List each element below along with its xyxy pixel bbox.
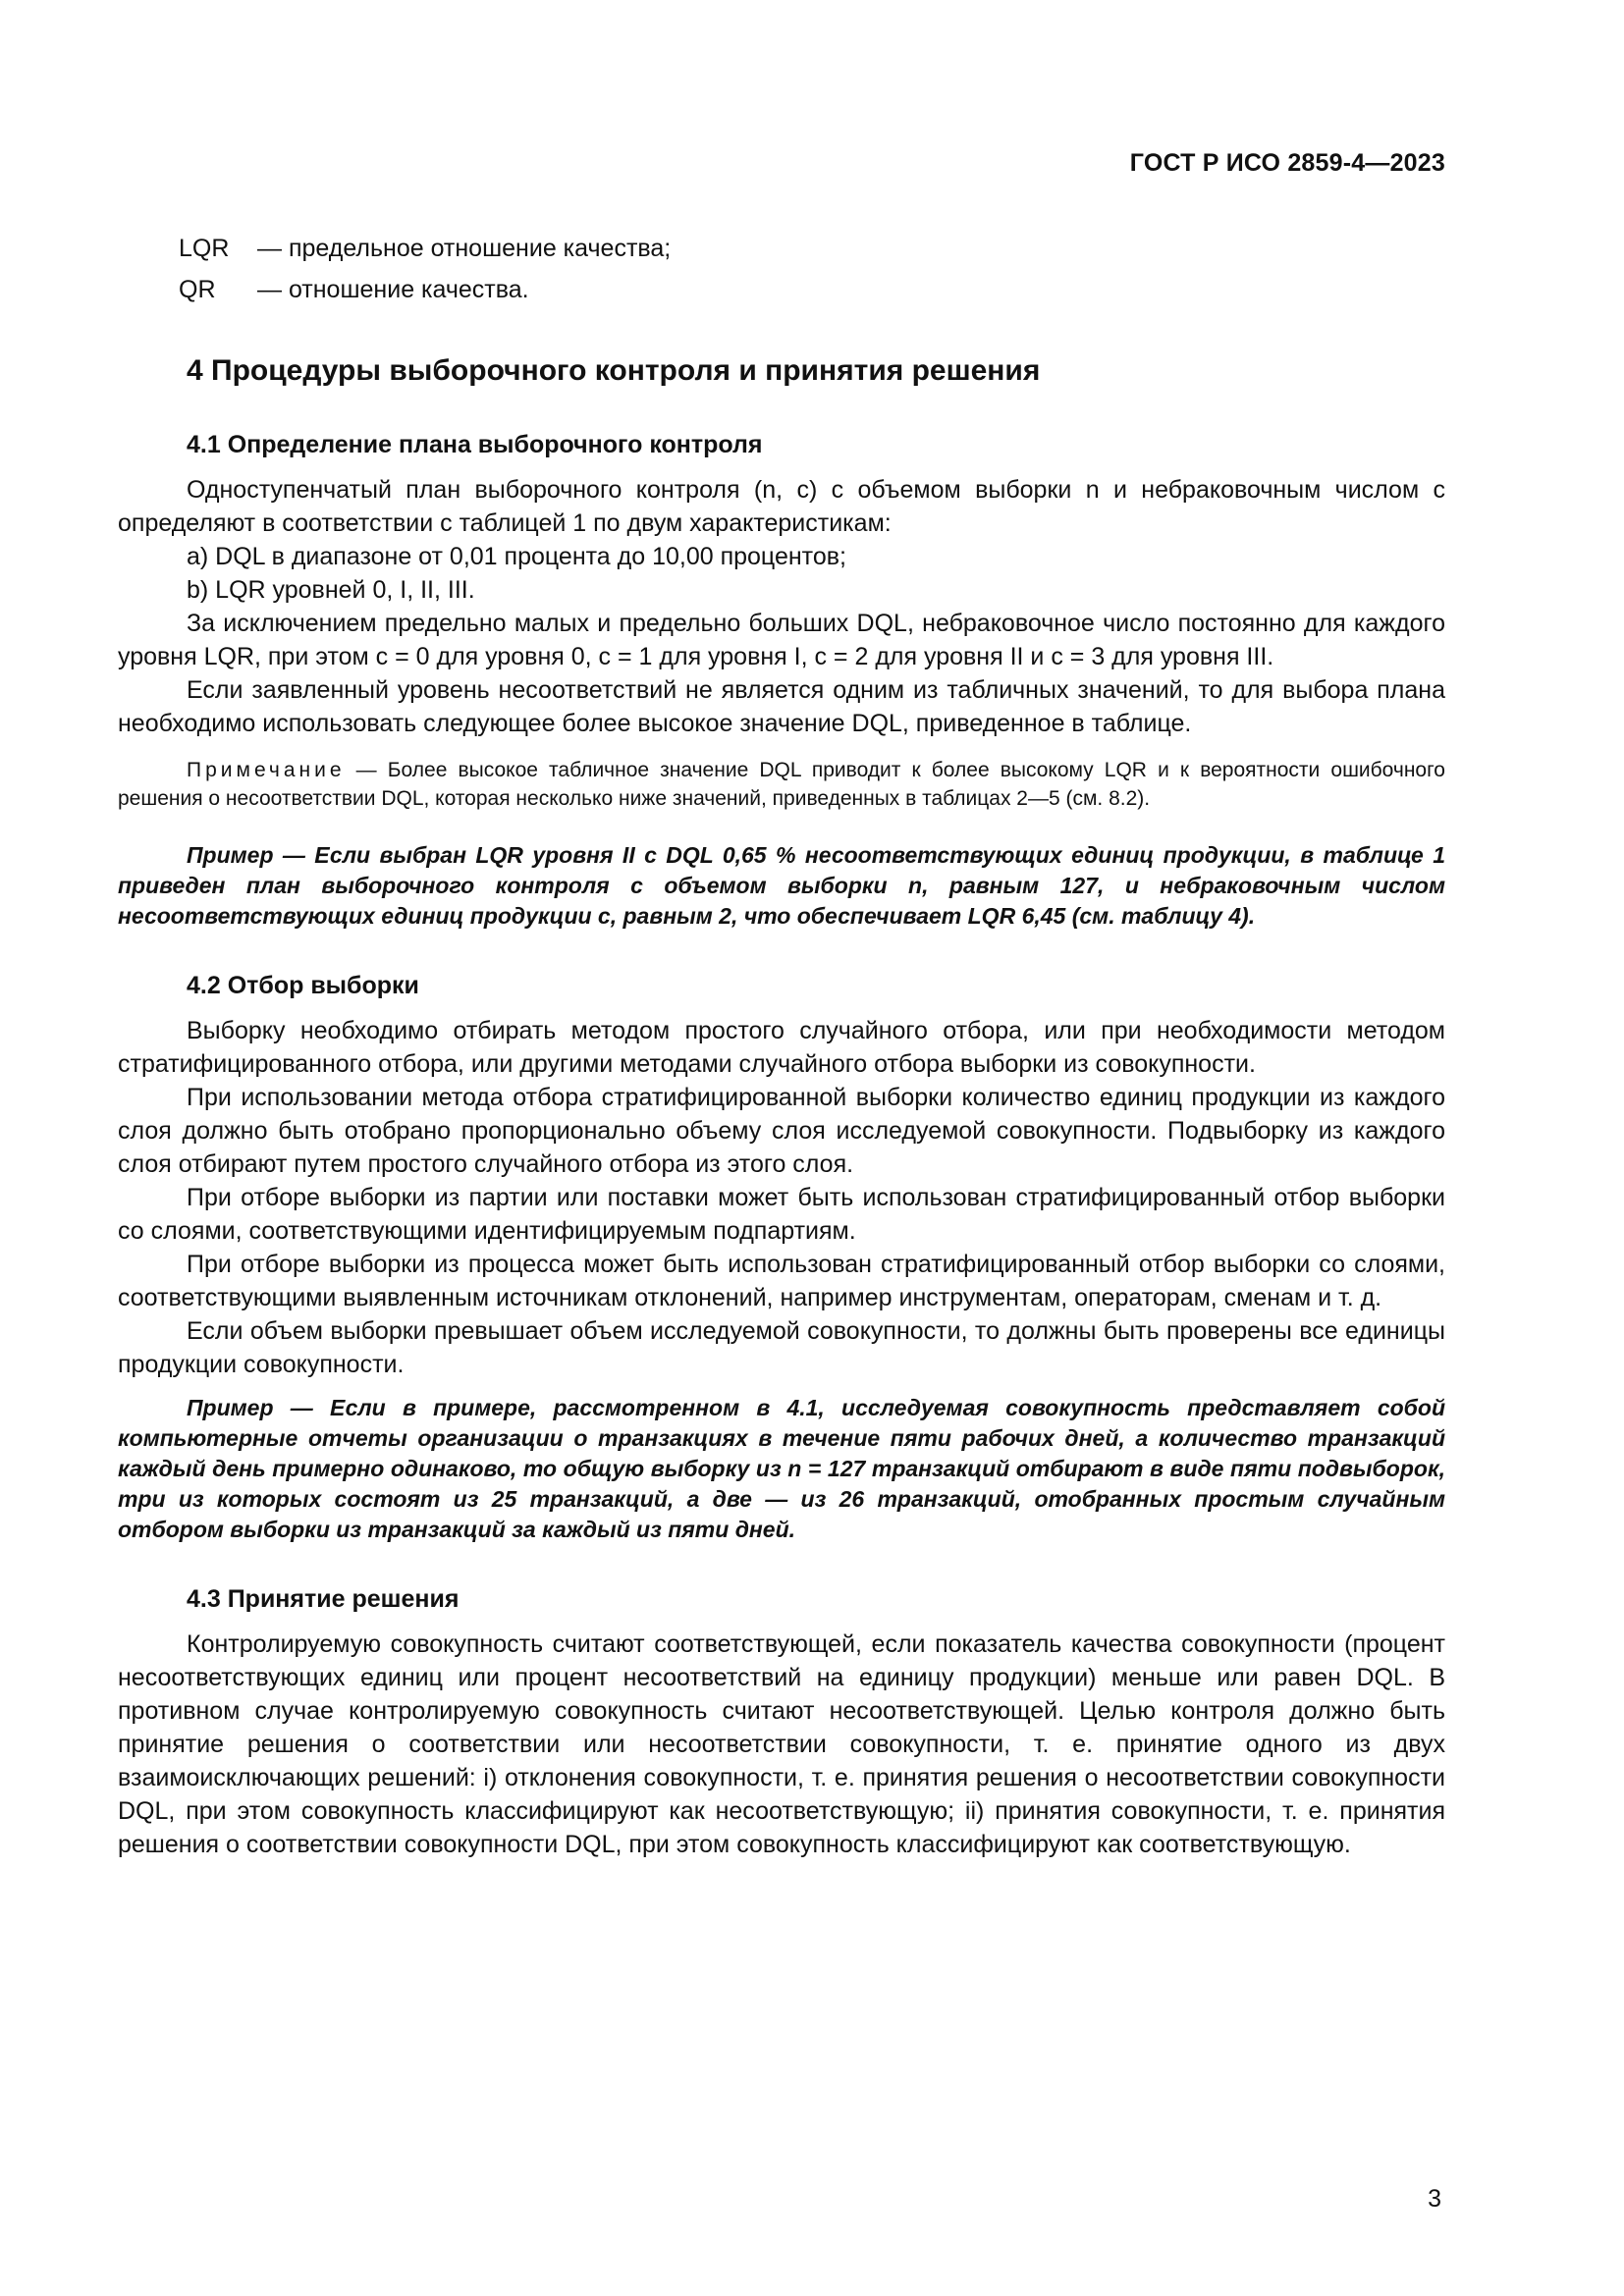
abbreviation-desc: — предельное отношение качества; — [257, 235, 672, 262]
paragraph: При отборе выборки из процесса может быть использован стратифицированный отбор выборки со слоями, соответствующими выявленным источникам отклонений, например инструментам, операторам, сменам и т. д. — [118, 1251, 1445, 1311]
abbreviation-row — [118, 232, 1445, 273]
abbreviation-row — [118, 273, 1445, 314]
abbreviation-desc: — отношение качества. — [257, 276, 529, 303]
abbreviation-term: QR — [179, 276, 216, 303]
paragraph: Одноступенчатый план выборочного контроля (n, c) с объемом выборки n и небраковочным числом c определяют в соответствии с таблицей 1 по двум характеристикам: — [118, 476, 1445, 537]
subsection-4-3-heading: 4.3 Принятие решения — [187, 1585, 460, 1613]
subsection-4-2-heading: 4.2 Отбор выборки — [187, 972, 419, 999]
list-item: b) LQR уровней 0, I, II, III. — [187, 576, 475, 604]
paragraph: При отборе выборки из партии или поставки может быть использован стратифицированный отбор выборки со слоями, соответствующими идентифицируемым подпартиям. — [118, 1184, 1445, 1245]
list-item: a) DQL в диапазоне от 0,01 процента до 10,00 процентов; — [187, 543, 846, 570]
section-4-heading: 4 Процедуры выборочного контроля и принятия решения — [187, 354, 1041, 387]
paragraph: За исключением предельно малых и предельно больших DQL, небраковочное число постоянно для каждого уровня LQR, при этом c = 0 для уровня 0, c = 1 для уровня I, c = 2 для уровня II и c = 3 для уровня III. — [118, 610, 1445, 670]
note-label: Примечание — [187, 759, 346, 781]
paragraph: При использовании метода отбора стратифицированной выборки количество единиц продукции из каждого слоя должно быть отобрано пропорционально объему слоя исследуемой совокупности. Подвыборку из каждого слоя отбирают путем простого случайного отбора из этого слоя. — [118, 1084, 1445, 1178]
document-body — [118, 232, 1445, 1861]
abbreviation-term: LQR — [179, 235, 230, 262]
example-block: Пример — Если выбран LQR уровня II с DQL 0,65 % несоответствующих единиц продукции, в таблице 1 приведен план выборочного контроля с объемом выборки n, равным 127, и небраковочным числом несоответствующих единиц продукции c, равным 2, что обеспечивает LQR 6,45 (см. таблицу 4). — [118, 842, 1445, 929]
paragraph: Контролируемую совокупность считают соответствующей, если показатель качества совокупности (процент несоответствующих единиц или процент несоответствий на единицу продукции) меньше или равен DQL. В противном случае контролируемую совокупность считают несоответствующей. Целью контроля должно быть принятие решения о соответствии или несоответствии совокупности, т. е. принятие одного из двух взаимоисключающих решений: i) отклонения совокупности, т. е. принятия решения о несоответствии совокупности DQL, при этом совокупность классифицируют как несоответствующую; ii) принятия совокупности, т. е. принятия решения о соответствии совокупности DQL, при этом совокупность классифицируют как соответствующую. — [118, 1630, 1445, 1858]
note — [118, 756, 1445, 813]
paragraph: Выборку необходимо отбирать методом простого случайного отбора, или при необходимости методом стратифицированного отбора, или другими методами случайного отбора выборки из совокупности. — [118, 1017, 1445, 1078]
note-text: — Более высокое табличное значение DQL приводит к более высокому LQR и к вероятности ошибочного решения о несоответствии DQL, которая несколько ниже значений, приведенных в таблицах 2—5 (см. 8.2). — [118, 759, 1445, 810]
page-number: 3 — [1428, 2185, 1441, 2213]
document-header: ГОСТ Р ИСО 2859-4—2023 — [1129, 149, 1445, 177]
paragraph: Если объем выборки превышает объем исследуемой совокупности, то должны быть проверены все единицы продукции совокупности. — [118, 1317, 1445, 1378]
paragraph: Если заявленный уровень несоответствий не является одним из табличных значений, то для выбора плана необходимо использовать следующее более высокое значение DQL, приведенное в таблице. — [118, 676, 1445, 737]
example-block: Пример — Если в примере, рассмотренном в 4.1, исследуемая совокупность представляет собой компьютерные отчеты организации о транзакциях в течение пяти рабочих дней, а количество транзакций каждый день примерно одинаково, то общую выборку из n = 127 транзакций отбирают в виде пяти подвыборок, три из которых состоят из 25 транзакций, а две — из 26 транзакций, отобранных простым случайным отбором выборки из транзакций за каждый из пяти дней. — [118, 1395, 1445, 1542]
subsection-4-1-heading: 4.1 Определение плана выборочного контроля — [187, 431, 763, 458]
